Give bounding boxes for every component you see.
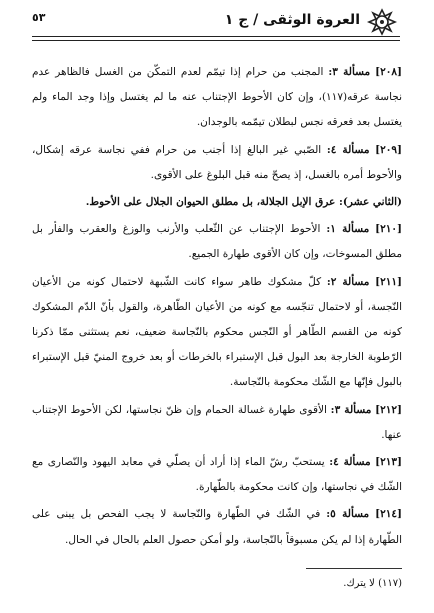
issue-label: مسألة ٤: [326, 143, 370, 156]
issue-number: [٢١٤] [375, 508, 402, 521]
issue-number: [٢١٠] [375, 223, 402, 236]
issue-text: كلّ مشكوك طاهر سواء كانت الشّبهة لاحتمال كونه من الأعيان النّجسة، أو لاحتمال تنجّسه مع كونه من الأعيان الطّاهرة، والقول بأنّ الدّم المشكوك كونه من القسم الطّاهر أو النّجس محكوم بالنّجاسة ضعيف، نعم يستثنى ممّا ذكرنا الرّطوبة الخارجة بعد البول قبل الإستبراء بالخرطات أو بعد خروج المنيّ قبل الإستبراء بالبول فإنّها مع الشّك محكومة بالنّجاسة. [32, 275, 402, 389]
issue-text: يستحبّ رشّ الماء إذا أراد أن يصلّي في معابد اليهود والنّصارى مع الشّك في نجاستها، وإن كانت محكومة بالطّهارة. [32, 456, 402, 494]
header-rule [32, 36, 400, 37]
section-heading: (الثاني عشر): عرق الإبل الجلالة، بل مطلق الحيوان الجلال على الأحوط. [85, 196, 402, 209]
issue-number: [٢١١] [375, 275, 403, 288]
footnote-separator [306, 568, 402, 569]
issue-text: الأقوى طهارة غسالة الحمام وإن ظنّ نجاستها، لكن الأحوط الإجتناب عنها. [32, 403, 402, 441]
page-number: ٥٣ [32, 11, 46, 24]
issue-label: مسألة ٢: [326, 275, 370, 288]
issue-number: [٢٠٨] [375, 66, 402, 78]
issue-211 [32, 270, 402, 396]
issue-213 [32, 450, 402, 500]
issue-label: مسألة ٣: [328, 66, 371, 78]
issue-label: مسألة ٤: [329, 456, 371, 469]
issue-text: الصّبي غير البالغ إذا أجنب من حرام ففي نجاسة عرقه إشكال، والأحوط أمره بالغسل، إذ يصحّ منه قبل البلوغ على الأقوى. [32, 143, 402, 181]
issue-number: [٢٠٩] [375, 143, 402, 156]
issue-212 [32, 398, 402, 448]
issue-text: المجنب من حرام إذا تيمّم لعدم التمكّن من الغسل فالظاهر عدم نجاسة عرقه(١١٧)، وإن كان الأحوط الإجتناب عنه ما لم يغتسل وإذا وجد الماء ولم يغتسل بعد فعرقه نجس لبطلان تيمّمه بالوجدان. [32, 66, 403, 129]
issue-number: [٢١٣] [375, 456, 402, 469]
issue-number: [٢١٢] [375, 403, 402, 416]
issue-label: مسألة ١: [326, 223, 370, 236]
issue-209 [32, 138, 402, 188]
issue-text: الأحوط الإجتناب عن الثّعلب والأرنب والوزغ والعقرب والفأر بل مطلق المسوخات، وإن كان الأقوى طهارة الجميع. [32, 223, 402, 261]
page-header [32, 6, 400, 44]
issue-label: مسألة ٣: [330, 403, 372, 416]
issue-208 [32, 60, 402, 136]
issue-text: في الشّك في الطّهارة والنّجاسة لا يجب الفحص بل يبنى على الطّهارة إذا لم يكن مسبوقاً بالنّجاسة، ولو أمكن حصول العلم بالحال في الحال. [32, 508, 402, 546]
issue-214 [32, 502, 402, 552]
issue-label: مسألة ٥: [326, 508, 370, 521]
footnote: (١١٧) لا يترك. [343, 578, 402, 589]
header-rule-thin [32, 40, 400, 41]
issue-210 [32, 217, 402, 267]
main-text [32, 60, 402, 555]
book-title: العروة الوثقى / ج ١ [224, 12, 360, 28]
ornament-icon [364, 8, 400, 36]
